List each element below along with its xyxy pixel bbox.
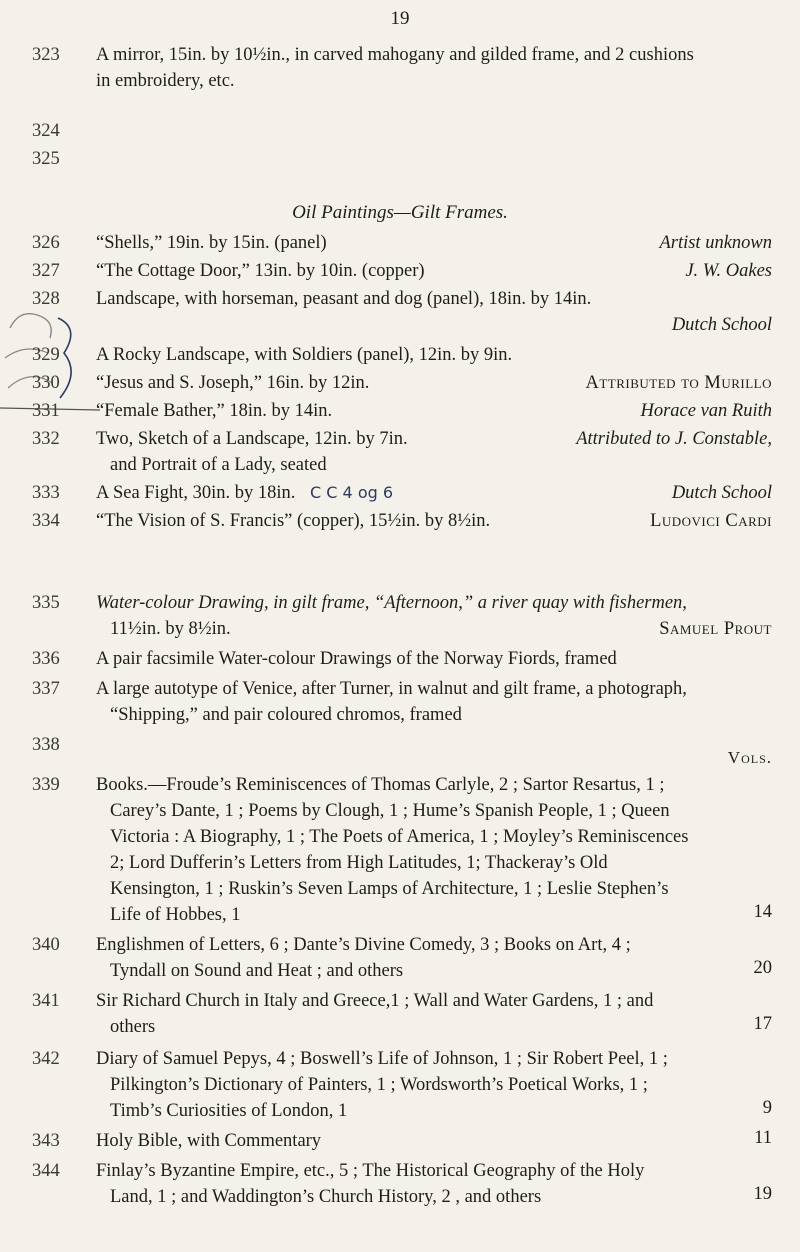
lot-text: Diary of Samuel Pepys, 4 ; Boswell’s Life of Johnson, 1 ; Sir Robert Peel, 1 ; <box>96 1049 668 1069</box>
lot-text: others <box>110 1017 156 1037</box>
lot-attribution: Attributed to Murillo <box>585 373 772 393</box>
lot-text: 2; Lord Dufferin’s Letters from High Latitudes, 1; Thackeray’s Old <box>110 853 608 873</box>
lot-343 <box>32 1128 772 1154</box>
lot-323 <box>32 42 772 94</box>
lot-text: Two, Sketch of a Landscape, 12in. by 7in. <box>96 429 408 449</box>
lot-342 <box>32 1046 772 1124</box>
vol-count: 11 <box>754 1128 772 1148</box>
lot-335 <box>32 590 772 642</box>
lot-text: Timb’s Curiosities of London, 1 <box>110 1101 348 1121</box>
vols-column-header: Vols. <box>727 748 772 767</box>
lot-text: A Sea Fight, 30in. by 18in. <box>96 483 296 503</box>
lot-text: “The Cottage Door,” 13in. by 10in. (copper) <box>96 261 425 281</box>
lot-327 <box>32 258 772 284</box>
lot-number: 332 <box>32 429 60 449</box>
lot-attribution: Samuel Prout <box>659 619 772 639</box>
lot-334 <box>32 508 772 534</box>
lot-attribution: Horace van Ruith <box>640 401 772 421</box>
lot-text: Victoria : A Biography, 1 ; The Poets of America, 1 ; Moyley’s Reminiscences <box>110 827 689 847</box>
lot-number: 337 <box>32 679 60 699</box>
lot-text: “Jesus and S. Joseph,” 16in. by 12in. <box>96 373 370 393</box>
lot-attribution: Artist unknown <box>659 233 772 253</box>
lot-number: 323 <box>32 45 60 65</box>
lot-326 <box>32 230 772 256</box>
lot-text: and Portrait of a Lady, seated <box>110 455 327 475</box>
lot-328 <box>32 286 772 338</box>
lot-number: 327 <box>32 261 60 281</box>
lot-text: “Shells,” 19in. by 15in. (panel) <box>96 233 327 253</box>
lot-text: Finlay’s Byzantine Empire, etc., 5 ; The Historical Geography of the Holy <box>96 1161 645 1181</box>
lot-337 <box>32 676 772 728</box>
section-heading: Oil Paintings—Gilt Frames. <box>292 202 508 223</box>
lot-329 <box>32 342 772 368</box>
lot-number: 333 <box>32 483 60 503</box>
lot-text: “The Vision of S. Francis” (copper), 15½in. by 8½in. <box>96 511 491 531</box>
lot-text: Tyndall on Sound and Heat ; and others <box>110 961 404 981</box>
page-number: 19 <box>390 8 410 29</box>
lot-text: A large autotype of Venice, after Turner, in walnut and gilt frame, a photograph, <box>96 679 687 699</box>
lot-text: Carey’s Dante, 1 ; Poems by Clough, 1 ; Hume’s Spanish People, 1 ; Queen <box>110 801 670 821</box>
lot-text: A pair facsimile Water-colour Drawings of the Norway Fiords, framed <box>96 649 617 669</box>
lot-339 <box>32 772 772 928</box>
lot-number: 329 <box>32 345 60 365</box>
lot-341 <box>32 988 772 1040</box>
lot-text: Englishmen of Letters, 6 ; Dante’s Divine Comedy, 3 ; Books on Art, 4 ; <box>96 935 631 955</box>
lot-331 <box>32 398 772 424</box>
lot-attribution: Attributed to J. Constable, <box>576 429 772 449</box>
lot-text: A mirror, 15in. by 10½in., in carved mahogany and gilded frame, and 2 cushions <box>96 45 694 65</box>
handwritten-note: C C 4 og 6 <box>310 483 394 502</box>
lot-attribution: Dutch School <box>671 315 772 335</box>
lot-336 <box>32 646 772 672</box>
lot-number: 343 <box>32 1131 60 1151</box>
lot-text: A Rocky Landscape, with Soldiers (panel), 12in. by 9in. <box>96 345 513 365</box>
lot-340 <box>32 932 772 984</box>
vol-count: 20 <box>753 958 772 978</box>
lot-330 <box>32 370 772 396</box>
lot-number: 339 <box>32 775 60 795</box>
lot-333 <box>32 480 772 506</box>
lot-332 <box>32 426 772 478</box>
lot-number: 330 <box>32 373 60 393</box>
lot-number: 331 <box>32 401 60 421</box>
lot-text: 11½in. by 8½in. <box>110 619 231 639</box>
lot-text: “Female Bather,” 18in. by 14in. <box>96 401 333 421</box>
lot-text: Pilkington’s Dictionary of Painters, 1 ; Wordsworth’s Poetical Works, 1 ; <box>110 1075 648 1095</box>
lot-attribution: J. W. Oakes <box>685 261 772 281</box>
lot-number: 340 <box>32 935 60 955</box>
lot-number: 325 <box>32 149 60 169</box>
lot-number: 334 <box>32 511 60 531</box>
lot-text: Books.—Froude’s Reminiscences of Thomas Carlyle, 2 ; Sartor Resartus, 1 ; <box>96 775 665 795</box>
lot-number: 341 <box>32 991 60 1011</box>
lot-number: 328 <box>32 289 60 309</box>
lot-text: Land, 1 ; and Waddington’s Church History, 2 , and others <box>110 1187 542 1207</box>
lot-344 <box>32 1158 772 1210</box>
lot-text: Holy Bible, with Commentary <box>96 1131 322 1151</box>
vol-count: 14 <box>753 902 772 922</box>
lot-text: in embroidery, etc. <box>96 71 235 91</box>
lot-number: 342 <box>32 1049 60 1069</box>
vol-count: 17 <box>753 1014 772 1034</box>
vol-count: 19 <box>753 1184 772 1204</box>
lot-number: 338 <box>32 735 60 755</box>
lot-attribution: Dutch School <box>671 483 772 503</box>
lot-number: 324 <box>32 121 60 141</box>
lot-number: 336 <box>32 649 60 669</box>
lot-text: Water-colour Drawing, in gilt frame, “Afternoon,” a river quay with fishermen, <box>96 593 687 613</box>
lot-attribution: Ludovici Cardi <box>650 511 772 531</box>
lot-number: 344 <box>32 1161 60 1181</box>
lot-text: Sir Richard Church in Italy and Greece,1 ; Wall and Water Gardens, 1 ; and <box>96 991 654 1011</box>
lot-text: Life of Hobbes, 1 <box>110 905 241 925</box>
lot-number: 326 <box>32 233 60 253</box>
vol-count: 9 <box>762 1098 772 1118</box>
lot-text: Kensington, 1 ; Ruskin’s Seven Lamps of Architecture, 1 ; Leslie Stephen’s <box>110 879 669 899</box>
lot-number: 335 <box>32 593 60 613</box>
lot-text: “Shipping,” and pair coloured chromos, framed <box>110 705 462 725</box>
lot-text: Landscape, with horseman, peasant and dog (panel), 18in. by 14in. <box>96 289 592 309</box>
